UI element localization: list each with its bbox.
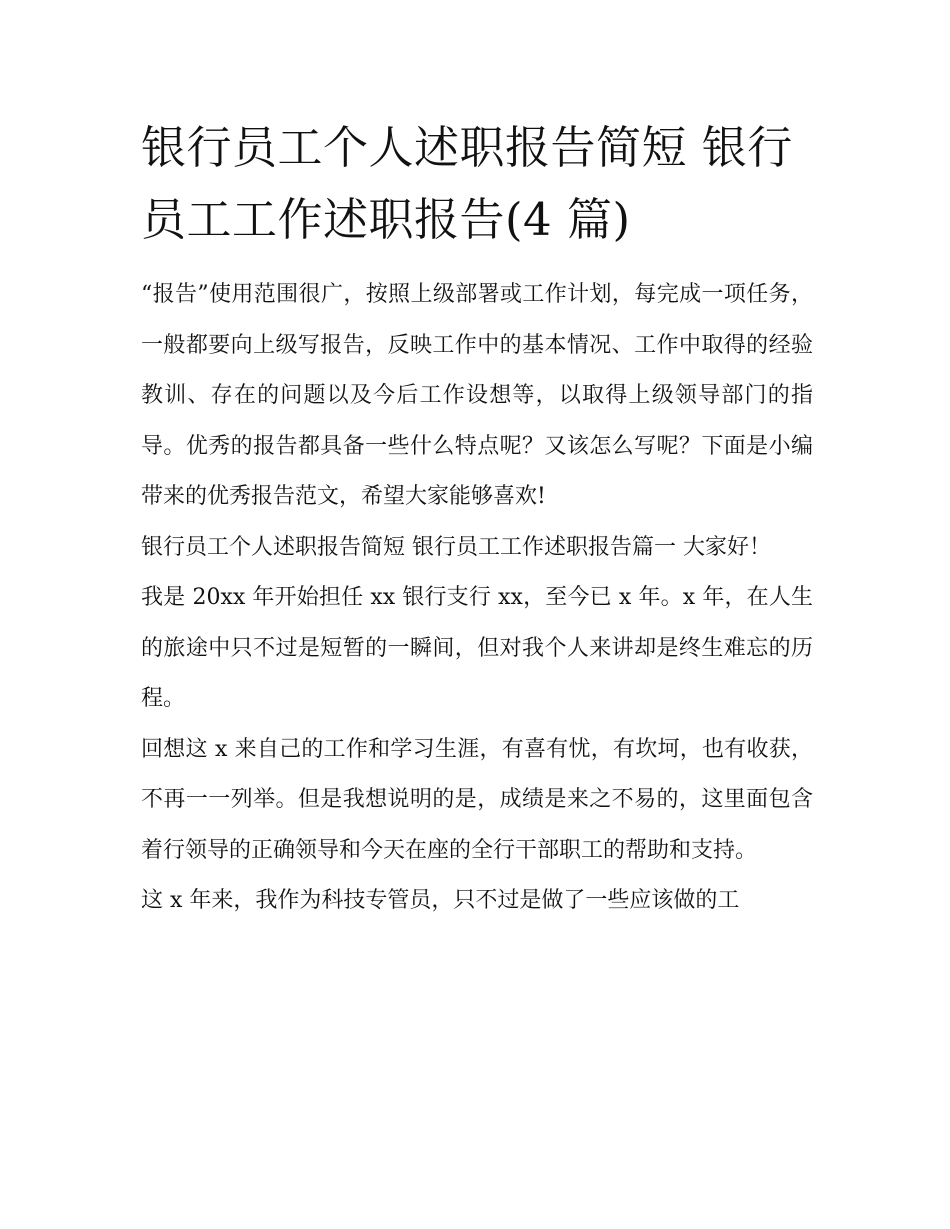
document-title: 银行员工个人述职报告简短 银行员工工作述职报告(4 篇) [141,121,793,246]
body-paragraph: 回想这 x 来自己的工作和学习生涯，有喜有忧，有坎坷，也有收获，不再一一列举。但是我想说明的是，成绩是来之不易的，这里面包含着行领导的正确领导和今天在座的全行干部职工的帮助和支持。 [141,736,813,863]
body-paragraph: 这 x 年来，我作为科技专管员，只不过是做了一些应该做的工 [141,888,740,913]
document-body [141,112,813,927]
section-heading-paragraph: 银行员工个人述职报告简短 银行员工工作述职报告篇一 大家好！ [141,534,771,560]
intro-paragraph: “报告”使用范围很广，按照上级部署或工作计划，每完成一项任务，一般都要向上级写报告，反映工作中的基本情况、工作中取得的经验教训、存在的问题以及今后工作设想等，以取得上级领导部门的指导。优秀的报告都具备一些什么特点呢？又该怎么写呢？下面是小编带来的优秀报告范文，希望大家能够喜欢! [141,282,813,509]
body-paragraph: 我是 20xx 年开始担任 xx 银行支行 xx，至今已 x 年。x 年，在人生的旅途中只不过是短暂的一瞬间，但对我个人来讲却是终生难忘的历程。 [141,585,813,711]
